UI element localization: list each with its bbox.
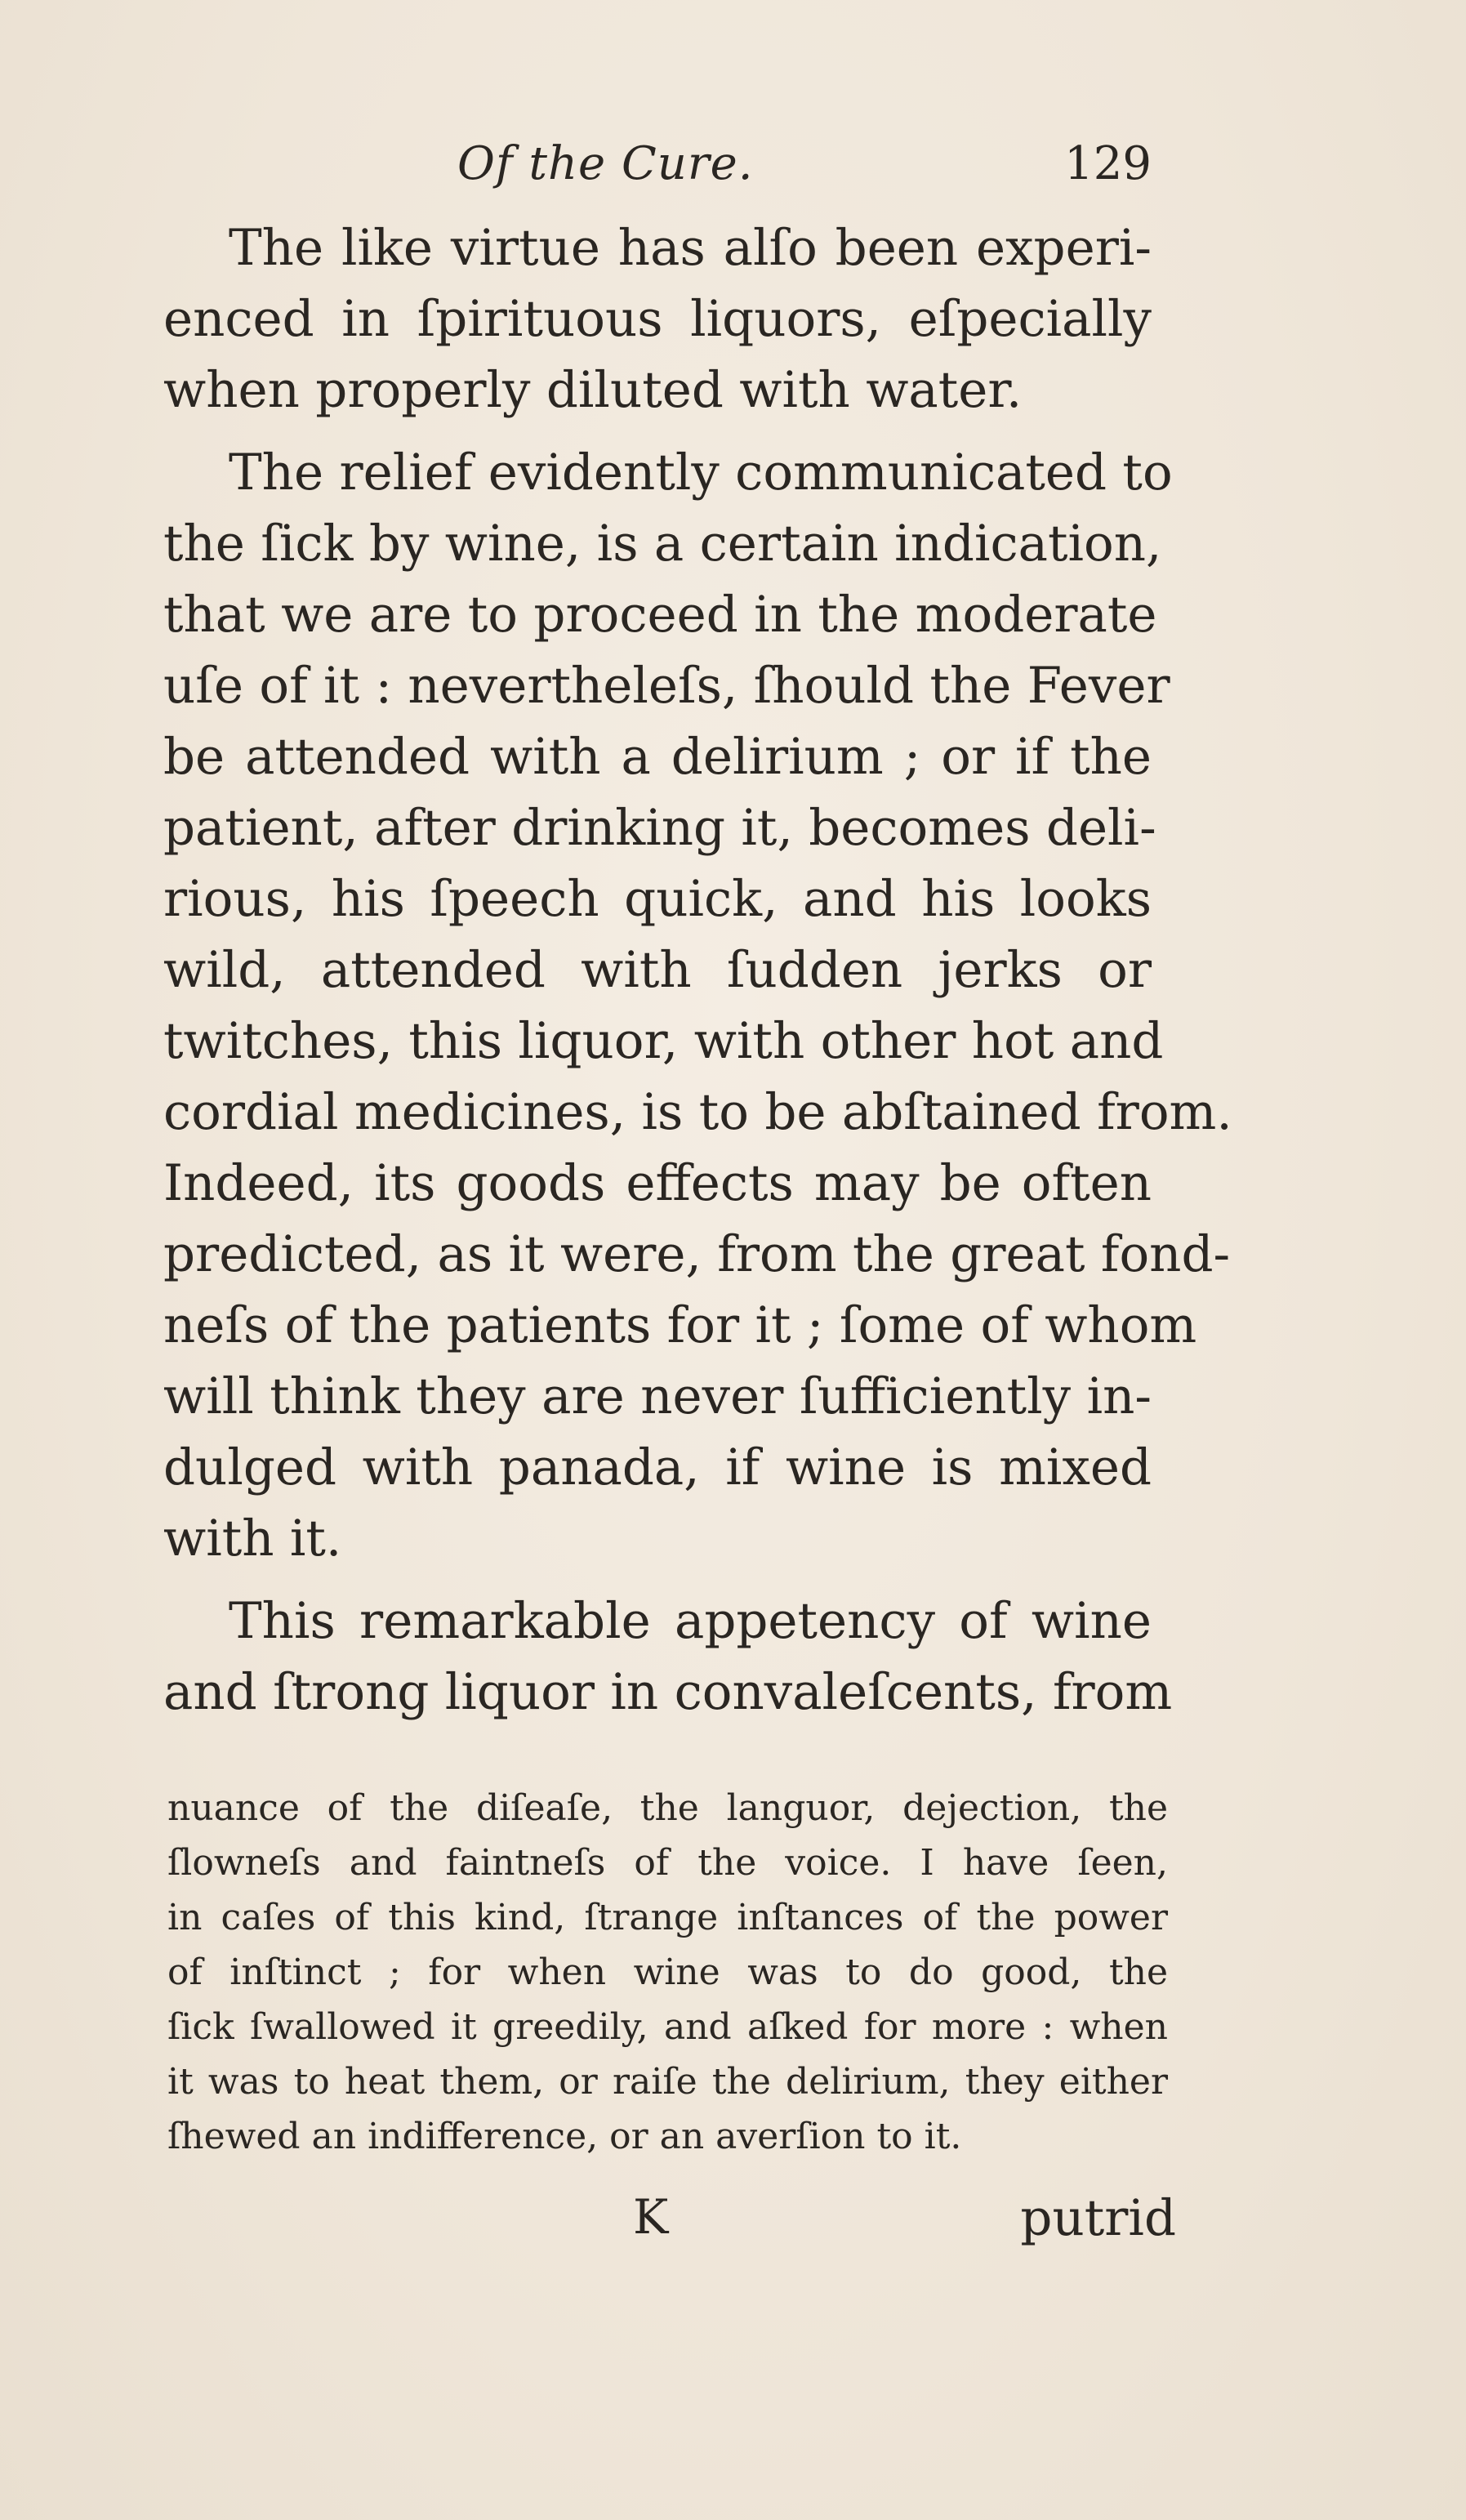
text-line: with it. <box>163 1510 342 1568</box>
body-text <box>163 212 1232 1728</box>
footnote-line: in caſes of this kind, ſtrange inſtances of the power <box>167 1897 1168 1938</box>
text-line: twitches, this liquor, with other hot and <box>163 1012 1164 1070</box>
footnote <box>167 1781 1168 2164</box>
text-line: The relief evidently communicated to <box>229 444 1173 502</box>
text-line: the ſick by wine, is a certain indication, <box>163 515 1162 573</box>
text-line: rious, his ſpeech quick, and his looks <box>163 870 1152 928</box>
signature-mark: K <box>633 2189 669 2245</box>
footnote-line: ſick ſwallowed it greedily, and aſked for more : when <box>167 2006 1168 2048</box>
text-line: dulged with panada, if wine is mixed <box>163 1438 1152 1496</box>
text-line: enced in ſpirituous liquors, eſpecially <box>163 290 1152 348</box>
text-line: be attended with a delirium ; or if the <box>163 728 1152 786</box>
text-line: predicted, as it were, from the great fond- <box>163 1225 1231 1283</box>
text-line: neſs of the patients for it ; ſome of whom <box>163 1296 1197 1354</box>
page-footer <box>163 2189 1176 2263</box>
text-line: The like virtue has alſo been experi- <box>229 219 1152 277</box>
catchword: putrid <box>1020 2189 1176 2247</box>
text-line: Indeed, its goods effects may be often <box>163 1154 1152 1212</box>
text-line: cordial medicines, is to be abſtained from. <box>163 1083 1232 1141</box>
footnote-line: ſlowneſs and faintneſs of the voice. I have ſeen, <box>167 1842 1168 1884</box>
footnote-line: nuance of the diſeaſe, the languor, dejection, the <box>167 1787 1168 1829</box>
page-header <box>457 137 1152 211</box>
text-line: will think they are never ſufficiently in- <box>163 1367 1152 1425</box>
text-line: that we are to proceed in the moderate <box>163 586 1157 644</box>
footnote-line: of inſtinct ; for when wine was to do good, the <box>167 1951 1168 1993</box>
text-line: uſe of it : nevertheleſs, ſhould the Fever <box>163 657 1170 715</box>
text-line: patient, after drinking it, becomes deli- <box>163 799 1156 857</box>
text-line: and ſtrong liquor in convaleſcents, from <box>163 1663 1173 1721</box>
text-line: when properly diluted with water. <box>163 361 1023 419</box>
running-title: Of the Cure. <box>457 137 754 190</box>
page-number: 129 <box>1064 137 1152 190</box>
text-line: wild, attended with ſudden jerks or <box>163 941 1152 999</box>
footnote-line: ſhewed an indifference, or an averſion to it. <box>167 2116 962 2157</box>
text-line: This remarkable appetency of wine <box>229 1592 1152 1650</box>
footnote-line: it was to heat them, or raiſe the delirium, they either <box>167 2061 1168 2103</box>
